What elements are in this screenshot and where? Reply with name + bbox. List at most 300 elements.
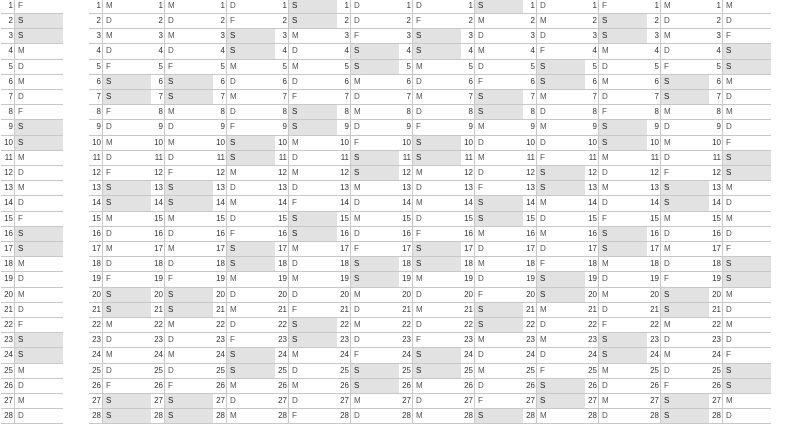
day-number: 4 [406, 46, 411, 56]
column-separator [412, 227, 413, 241]
column-separator [350, 288, 351, 302]
weekday-letter: D [416, 320, 422, 329]
day-number: 16 [4, 228, 13, 238]
weekday-letter: S [168, 198, 174, 208]
day-row [275, 288, 337, 303]
weekday-letter: S [18, 228, 24, 238]
day-row [1, 318, 63, 333]
column-separator [14, 318, 15, 332]
day-number: 14 [154, 198, 163, 208]
day-number: 7 [468, 92, 473, 101]
weekday-letter: S [18, 350, 24, 360]
day-number: 15 [92, 213, 101, 223]
day-row [709, 105, 771, 120]
column-separator [102, 257, 103, 271]
month-column-8 [461, 0, 523, 421]
day-number: 17 [402, 244, 411, 253]
day-row [213, 242, 275, 257]
day-row [709, 75, 771, 90]
day-number: 11 [340, 152, 349, 162]
weekday-letter: D [354, 411, 360, 421]
day-number: 25 [340, 365, 349, 375]
day-number: 20 [4, 289, 13, 299]
day-row [151, 212, 213, 227]
day-number: 17 [650, 244, 659, 253]
day-number: 5 [592, 61, 597, 71]
weekday-letter: D [106, 259, 112, 269]
day-number: 26 [4, 380, 13, 390]
column-separator [350, 181, 351, 195]
day-number: 19 [588, 274, 597, 284]
column-separator [412, 14, 413, 28]
column-separator [226, 333, 227, 347]
weekday-letter: S [726, 61, 732, 71]
column-separator [412, 379, 413, 393]
day-number: 27 [588, 396, 597, 405]
day-number: 22 [154, 320, 163, 329]
weekday-letter: D [602, 92, 608, 101]
column-separator [164, 272, 165, 286]
weekday-letter: D [478, 61, 484, 71]
day-row [523, 90, 585, 105]
day-row [461, 257, 523, 272]
column-separator [14, 288, 15, 302]
weekday-letter: D [416, 183, 422, 193]
column-separator [412, 394, 413, 408]
day-number: 1 [530, 0, 535, 10]
weekday-letter: S [18, 244, 24, 253]
day-number: 7 [344, 92, 349, 101]
day-number: 15 [216, 213, 225, 223]
column-separator [660, 257, 661, 271]
day-number: 27 [464, 396, 473, 405]
column-separator [164, 14, 165, 28]
day-row [647, 90, 709, 105]
weekday-letter: F [416, 122, 421, 132]
day-row [647, 242, 709, 257]
day-row [275, 212, 337, 227]
day-row [89, 60, 151, 75]
day-row [709, 151, 771, 166]
weekday-letter: M [292, 137, 299, 147]
day-row [337, 242, 399, 257]
weekday-letter: D [664, 335, 670, 345]
weekday-letter: D [230, 0, 236, 10]
day-row [647, 379, 709, 394]
day-row [213, 227, 275, 242]
column-separator [412, 196, 413, 210]
day-row [647, 136, 709, 151]
day-number: 9 [592, 122, 597, 132]
weekday-letter: S [230, 31, 236, 41]
day-number: 13 [92, 183, 101, 193]
weekday-letter: F [106, 168, 111, 177]
column-separator [14, 196, 15, 210]
day-row [709, 394, 771, 409]
day-row [89, 227, 151, 242]
day-number: 14 [402, 198, 411, 208]
day-number: 10 [588, 137, 597, 147]
day-row [89, 212, 151, 227]
day-row [1, 75, 63, 90]
day-number: 16 [92, 228, 101, 238]
weekday-letter: D [726, 122, 732, 132]
day-number: 3 [592, 31, 597, 41]
day-number: 15 [464, 213, 473, 223]
column-separator [660, 166, 661, 180]
weekday-letter: D [354, 122, 360, 132]
day-number: 3 [96, 31, 101, 41]
day-row [213, 90, 275, 105]
day-row [399, 212, 461, 227]
weekday-letter: F [416, 335, 421, 345]
column-separator [226, 166, 227, 180]
day-number: 3 [468, 31, 473, 41]
column-separator [474, 120, 475, 134]
day-row [213, 288, 275, 303]
weekday-letter: S [106, 183, 112, 193]
day-row [275, 242, 337, 257]
day-row [1, 348, 63, 363]
weekday-letter: M [106, 0, 113, 10]
day-number: 8 [592, 107, 597, 117]
weekday-letter: F [416, 16, 421, 25]
column-separator [412, 318, 413, 332]
column-separator [536, 120, 537, 134]
day-row [151, 333, 213, 348]
column-separator [660, 105, 661, 119]
day-row [399, 105, 461, 120]
column-separator [598, 212, 599, 226]
column-separator [350, 333, 351, 347]
column-separator [536, 333, 537, 347]
weekday-letter: D [354, 16, 360, 25]
day-number: 28 [340, 411, 349, 421]
weekday-letter: M [416, 198, 423, 208]
weekday-letter: S [478, 304, 484, 314]
column-separator [536, 0, 537, 13]
column-separator [288, 75, 289, 89]
weekday-letter: M [664, 320, 671, 329]
weekday-letter: D [230, 183, 236, 193]
day-number: 3 [158, 31, 163, 41]
day-number: 5 [468, 61, 473, 71]
day-number: 4 [468, 46, 473, 56]
day-number: 23 [92, 335, 101, 345]
weekday-letter: D [416, 289, 422, 299]
weekday-letter: D [478, 168, 484, 177]
column-separator [660, 348, 661, 362]
column-separator [164, 29, 165, 43]
day-number: 6 [220, 76, 225, 86]
day-row [89, 288, 151, 303]
day-row [585, 333, 647, 348]
weekday-letter: S [168, 396, 174, 405]
weekday-letter: S [664, 183, 670, 193]
day-row [337, 379, 399, 394]
day-row [213, 29, 275, 44]
weekday-letter: D [726, 16, 732, 25]
day-row [647, 196, 709, 211]
day-row [709, 318, 771, 333]
day-number: 7 [530, 92, 535, 101]
column-separator [102, 151, 103, 165]
weekday-letter: F [354, 244, 359, 253]
weekday-letter: F [106, 274, 111, 284]
day-row [337, 60, 399, 75]
column-separator [474, 257, 475, 271]
day-row [709, 333, 771, 348]
weekday-letter: S [540, 61, 546, 71]
day-row [585, 151, 647, 166]
day-number: 6 [282, 76, 287, 86]
column-separator [598, 364, 599, 378]
day-number: 22 [526, 320, 535, 329]
day-number: 13 [402, 183, 411, 193]
column-separator [412, 105, 413, 119]
day-row [151, 318, 213, 333]
day-row [399, 348, 461, 363]
day-number: 3 [8, 31, 13, 41]
column-separator [102, 105, 103, 119]
day-row [523, 29, 585, 44]
day-row [89, 348, 151, 363]
day-number: 9 [344, 122, 349, 132]
day-row [151, 394, 213, 409]
day-row [523, 272, 585, 287]
day-number: 13 [526, 183, 535, 193]
weekday-letter: F [106, 107, 111, 117]
weekday-letter: S [168, 183, 174, 193]
column-separator [226, 212, 227, 226]
weekday-letter: M [664, 350, 671, 360]
column-separator [164, 257, 165, 271]
day-number: 10 [92, 137, 101, 147]
weekday-letter: D [540, 244, 546, 253]
day-number: 4 [8, 46, 13, 56]
day-row [151, 348, 213, 363]
weekday-letter: M [602, 76, 609, 86]
weekday-letter: M [106, 244, 113, 253]
day-number: 10 [278, 137, 287, 147]
weekday-letter: M [168, 244, 175, 253]
column-separator [288, 29, 289, 43]
day-row [1, 333, 63, 348]
day-number: 1 [406, 0, 411, 10]
day-number: 25 [216, 365, 225, 375]
day-row [647, 333, 709, 348]
weekday-letter: D [602, 411, 608, 421]
day-row [275, 257, 337, 272]
day-row [275, 394, 337, 409]
day-row [461, 90, 523, 105]
column-separator [536, 14, 537, 28]
day-number: 16 [340, 228, 349, 238]
weekday-letter: D [540, 213, 546, 223]
day-number: 16 [154, 228, 163, 238]
day-row [151, 136, 213, 151]
column-separator [722, 196, 723, 210]
day-number: 22 [712, 320, 721, 329]
day-row [399, 379, 461, 394]
column-separator [14, 379, 15, 393]
day-row [709, 0, 771, 14]
day-number: 10 [526, 137, 535, 147]
day-row [585, 75, 647, 90]
day-number: 9 [8, 122, 13, 132]
weekday-letter: D [106, 335, 112, 345]
column-separator [102, 348, 103, 362]
weekday-letter: M [106, 213, 113, 223]
day-number: 13 [278, 183, 287, 193]
day-row [709, 409, 771, 424]
day-number: 24 [92, 350, 101, 360]
weekday-letter: F [602, 213, 607, 223]
day-row [337, 105, 399, 120]
day-number: 3 [716, 31, 721, 41]
weekday-letter: M [292, 168, 299, 177]
weekday-letter: D [602, 168, 608, 177]
day-row [337, 29, 399, 44]
weekday-letter: D [602, 304, 608, 314]
weekday-letter: F [168, 168, 173, 177]
column-separator [536, 257, 537, 271]
day-number: 20 [92, 289, 101, 299]
weekday-letter: D [292, 46, 298, 56]
day-row [585, 318, 647, 333]
day-row [647, 227, 709, 242]
day-number: 20 [340, 289, 349, 299]
weekday-letter: M [18, 259, 25, 269]
weekday-letter: S [106, 411, 112, 421]
day-row [399, 90, 461, 105]
day-number: 1 [96, 0, 101, 10]
day-number: 24 [650, 350, 659, 360]
day-row [213, 303, 275, 318]
column-separator [598, 105, 599, 119]
day-number: 22 [402, 320, 411, 329]
column-separator [474, 288, 475, 302]
column-separator [350, 0, 351, 13]
weekday-letter: M [168, 320, 175, 329]
day-row [585, 288, 647, 303]
weekday-letter: D [416, 0, 422, 10]
weekday-letter: M [292, 350, 299, 360]
weekday-letter: D [726, 335, 732, 345]
day-row [151, 257, 213, 272]
day-number: 21 [588, 304, 597, 314]
day-row [461, 364, 523, 379]
day-number: 7 [96, 92, 101, 101]
column-separator [598, 166, 599, 180]
day-number: 6 [468, 76, 473, 86]
day-row [337, 303, 399, 318]
day-number: 10 [712, 137, 721, 147]
day-row [523, 14, 585, 29]
day-row [213, 120, 275, 135]
column-separator [14, 151, 15, 165]
day-number: 26 [92, 380, 101, 390]
day-number: 11 [526, 152, 535, 162]
day-number: 12 [526, 168, 535, 177]
column-separator [474, 364, 475, 378]
day-number: 23 [588, 335, 597, 345]
day-row [399, 14, 461, 29]
day-number: 27 [340, 396, 349, 405]
day-number: 18 [588, 259, 597, 269]
column-separator [722, 333, 723, 347]
weekday-letter: S [602, 16, 608, 25]
day-number: 27 [278, 396, 287, 405]
day-row [585, 29, 647, 44]
column-separator [164, 348, 165, 362]
day-number: 8 [406, 107, 411, 117]
column-separator [288, 257, 289, 271]
month-column-3 [151, 0, 213, 421]
column-separator [350, 14, 351, 28]
weekday-letter: M [664, 107, 671, 117]
day-number: 23 [526, 335, 535, 345]
day-number: 12 [154, 168, 163, 177]
column-separator [226, 227, 227, 241]
day-row [585, 196, 647, 211]
column-separator [226, 394, 227, 408]
day-row [213, 75, 275, 90]
weekday-letter: M [106, 320, 113, 329]
column-separator [722, 181, 723, 195]
day-row [647, 120, 709, 135]
column-separator [102, 120, 103, 134]
weekday-letter: S [540, 76, 546, 86]
day-number: 12 [712, 168, 721, 177]
day-row [1, 257, 63, 272]
column-separator [288, 60, 289, 74]
weekday-letter: M [292, 31, 299, 41]
day-number: 2 [96, 16, 101, 25]
day-number: 10 [464, 137, 473, 147]
weekday-letter: F [230, 228, 235, 238]
day-row [151, 409, 213, 424]
weekday-letter: M [168, 107, 175, 117]
day-number: 8 [716, 107, 721, 117]
day-number: 3 [406, 31, 411, 41]
column-separator [660, 212, 661, 226]
column-separator [474, 379, 475, 393]
day-row [461, 409, 523, 424]
day-row [647, 151, 709, 166]
column-separator [722, 120, 723, 134]
day-row [1, 0, 63, 14]
day-number: 4 [158, 46, 163, 56]
day-row [523, 227, 585, 242]
column-separator [598, 379, 599, 393]
weekday-letter: M [602, 46, 609, 56]
day-row [151, 29, 213, 44]
day-number: 26 [402, 380, 411, 390]
column-separator [536, 318, 537, 332]
weekday-letter: F [726, 350, 731, 360]
day-row [275, 303, 337, 318]
day-number: 13 [154, 183, 163, 193]
day-row [461, 29, 523, 44]
column-separator [164, 60, 165, 74]
day-row [337, 136, 399, 151]
day-row [213, 60, 275, 75]
column-separator [350, 75, 351, 89]
weekday-letter: M [540, 228, 547, 238]
day-row [461, 44, 523, 59]
weekday-letter: F [106, 61, 111, 71]
